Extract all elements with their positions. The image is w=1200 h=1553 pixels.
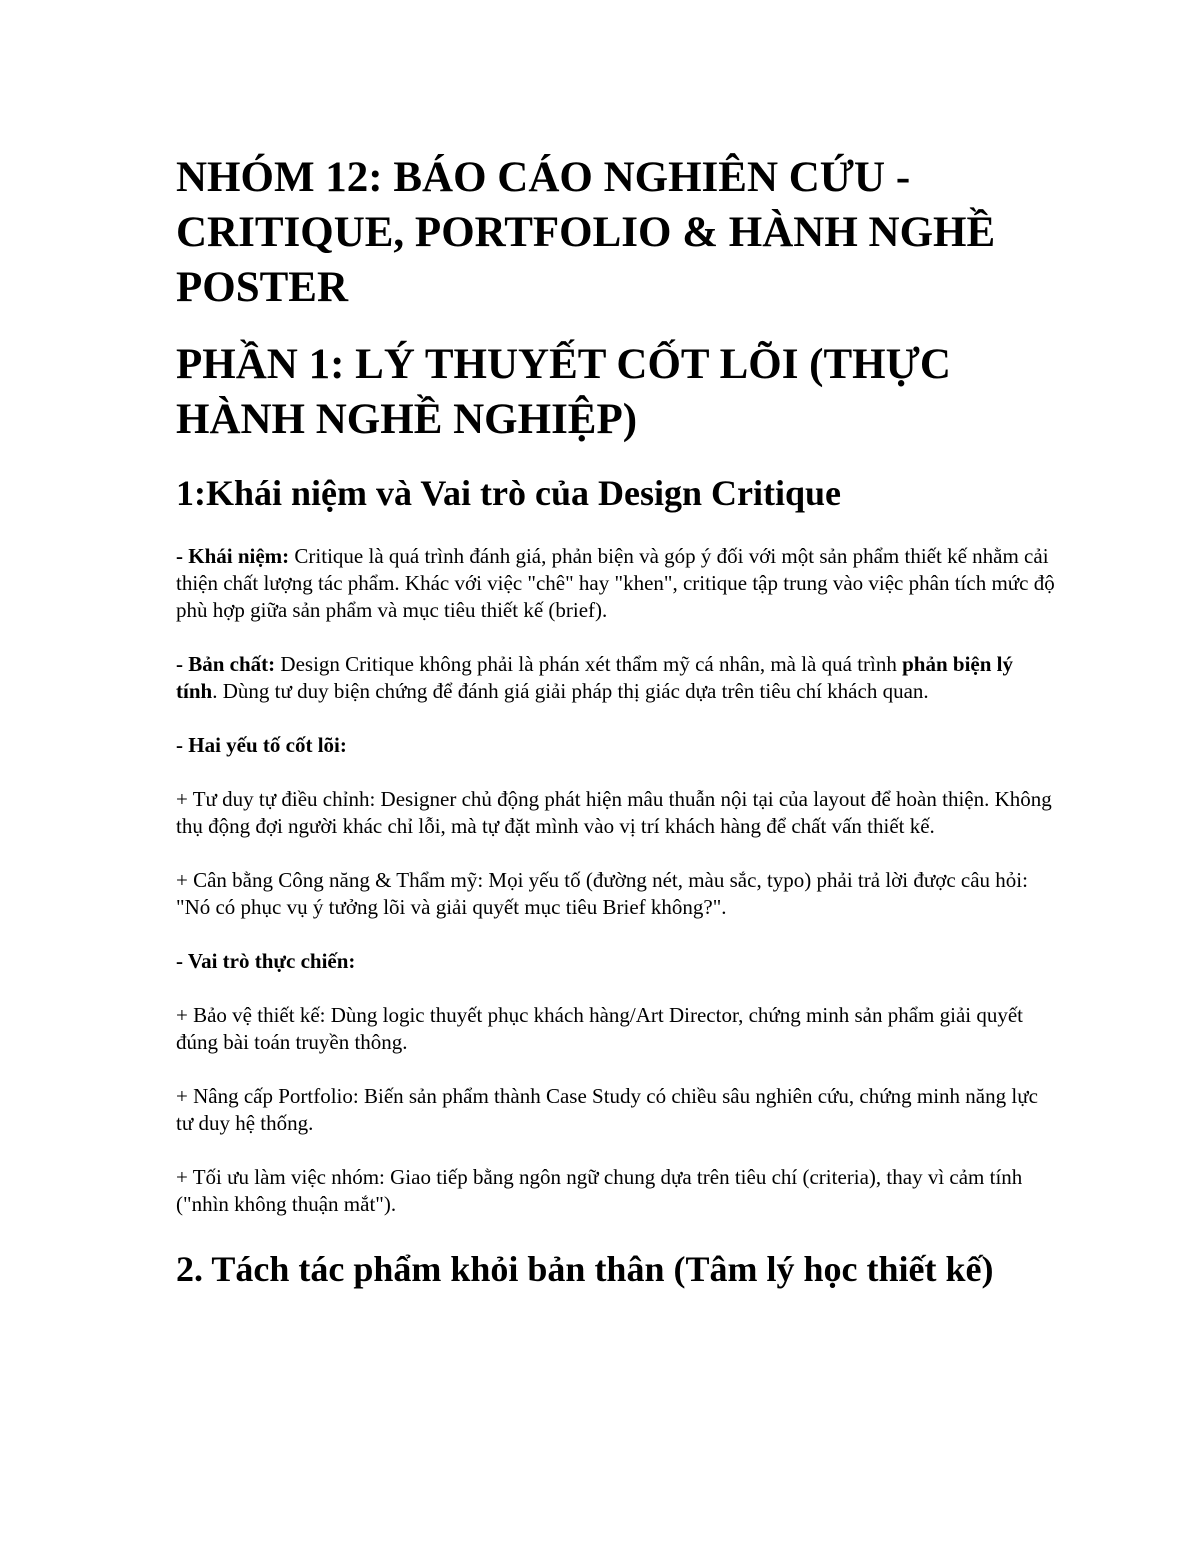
core-item-2: + Cân bằng Công năng & Thẩm mỹ: Mọi yếu tố (đường nét, màu sắc, typo) phải trả lời được câu hỏi: "Nó có phục vụ ý tưởng lõi và giải quyết mục tiêu Brief không?". <box>176 868 1028 919</box>
nature-label: - Bản chất: <box>176 652 276 676</box>
role-label-paragraph <box>176 948 1056 975</box>
core-label-paragraph <box>176 732 1056 759</box>
section2-heading: 2. Tách tác phẩm khỏi bản thân (Tâm lý học thiết kế) <box>176 1249 994 1289</box>
nature-paragraph <box>176 651 1056 705</box>
nature-text-2: . Dùng tư duy biện chứng để đánh giá giải pháp thị giác dựa trên tiêu chí khách quan. <box>212 679 929 703</box>
concept-text: Critique là quá trình đánh giá, phản biện và góp ý đối với một sản phẩm thiết kế nhằm cải thiện chất lượng tác phẩm. Khác với việc "chê" hay "khen", critique tập trung vào việc phân tích mức độ phù hợp giữa sản phẩm và mục tiêu thiết kế (brief). <box>176 544 1055 622</box>
role-item-2: + Nâng cấp Portfolio: Biến sản phẩm thành Case Study có chiều sâu nghiên cứu, chứng minh năng lực tư duy hệ thống. <box>176 1084 1038 1135</box>
part1-heading: PHẦN 1: LÝ THUYẾT CỐT LÕI (THỰC HÀNH NGHỀ NGHIỆP) <box>176 341 951 443</box>
role-label: - Vai trò thực chiến: <box>176 949 356 973</box>
nature-bold-text: phản biện lý tính <box>176 652 1013 703</box>
concept-paragraph <box>176 543 1056 624</box>
section1-heading: 1:Khái niệm và Vai trò của Design Critique <box>176 473 842 513</box>
role-item-3: + Tối ưu làm việc nhóm: Giao tiếp bằng ngôn ngữ chung dựa trên tiêu chí (criteria), thay vì cảm tính ("nhìn không thuận mắt"). <box>176 1165 1023 1216</box>
document-title: NHÓM 12: BÁO CÁO NGHIÊN CỨU - CRITIQUE, PORTFOLIO & HÀNH NGHỀ POSTER <box>176 154 996 311</box>
core-label: - Hai yếu tố cốt lõi: <box>176 733 347 757</box>
concept-label: - Khái niệm: <box>176 544 290 568</box>
nature-text-1: Design Critique không phải là phán xét thẩm mỹ cá nhân, mà là quá trình <box>275 652 903 676</box>
document-page <box>176 150 1056 1319</box>
role-item-1: + Bảo vệ thiết kế: Dùng logic thuyết phục khách hàng/Art Director, chứng minh sản phẩm giải quyết đúng bài toán truyền thông. <box>176 1003 1024 1054</box>
core-item-1: + Tư duy tự điều chỉnh: Designer chủ động phát hiện mâu thuẫn nội tại của layout để hoàn thiện. Không thụ động đợi người khác chỉ lỗi, mà tự đặt mình vào vị trí khách hàng để chất vấn thiết kế. <box>176 787 1052 838</box>
